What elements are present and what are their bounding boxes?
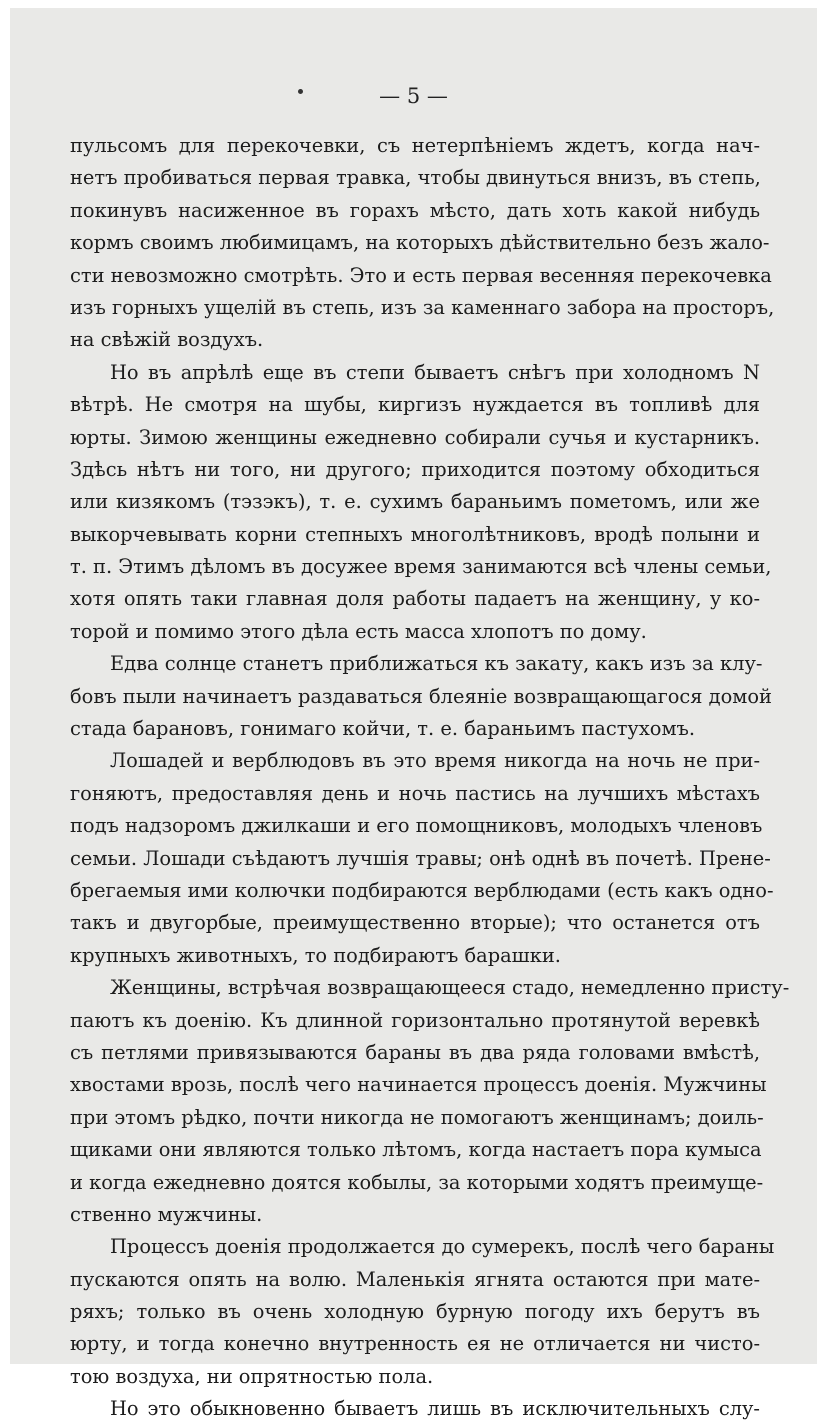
- body-text: [70, 130, 790, 1426]
- text-line: Лошадей и верблюдовъ въ это время никогда на ночь не при-: [110, 749, 760, 773]
- text-line: юрты. Зимою женщины ежедневно собирали сучья и кустарникъ.: [70, 425, 760, 449]
- text-line: Едва солнце станетъ приближаться къ закату, какъ изъ за клу-: [110, 652, 763, 676]
- text-line: съ петлями привязываются бараны въ два ряда головами вмѣстѣ,: [70, 1040, 760, 1064]
- text-line: или кизякомъ (тэзэкъ), т. е. сухимъ бараньимъ пометомъ, или же: [70, 490, 760, 514]
- text-line: Здѣсь нѣтъ ни того, ни другого; приходится поэтому обходиться: [70, 457, 760, 481]
- text-line: ственно мужчины.: [70, 1202, 263, 1226]
- text-line: стада барановъ, гонимаго койчи, т. е. бараньимъ пастухомъ.: [70, 717, 696, 741]
- text-line: Женщины, встрѣчая возвращающееся стадо, немедленно присту-: [110, 976, 790, 1000]
- text-line: и когда ежедневно доятся кобылы, за которыми ходятъ преимуще-: [70, 1170, 764, 1194]
- text-line: бовъ пыли начинаетъ раздаваться блеяніе возвращающагося домой: [70, 684, 772, 708]
- text-line: Но это обыкновенно бываетъ лишь въ исключительныхъ слу-: [110, 1397, 760, 1421]
- text-line: юрту, и тогда конечно внутренность ея не отличается ни чисто-: [70, 1332, 760, 1356]
- text-line: на свѣжій воздухъ.: [70, 328, 264, 352]
- text-line: хвостами врозь, послѣ чего начинается процессъ доенія. Мужчины: [70, 1073, 767, 1097]
- text-line: кормъ своимъ любимицамъ, на которыхъ дѣйствительно безъ жало-: [70, 231, 770, 255]
- text-line: такъ и двугорбые, преимущественно вторые); что останется отъ: [70, 911, 760, 935]
- text-line: сти невозможно смотрѣть. Это и есть первая весенняя перекочевка: [70, 263, 772, 287]
- text-line: паютъ къ доенію. Къ длинной горизонтально протянутой веревкѣ: [70, 1008, 760, 1032]
- text-line: пульсомъ для перекочевки, съ нетерпѣніемъ ждетъ, когда нач-: [70, 134, 760, 157]
- text-line: подъ надзоромъ джилкаши и его помощниковъ, молодыхъ членовъ: [70, 814, 763, 838]
- text-line: выкорчевывать корни степныхъ многолѣтниковъ, вродѣ полыни и: [70, 522, 760, 546]
- text-line: покинувъ насиженное въ горахъ мѣсто, дать хоть какой нибудь: [70, 198, 760, 222]
- text-line: пускаются опять на волю. Маленькія ягнята остаются при мате-: [70, 1267, 760, 1291]
- page-number: — 5 —: [379, 84, 448, 108]
- text-line: брегаемыя ими колючки подбираются верблюдами (есть какъ одно-: [70, 878, 774, 902]
- text-line: ряхъ; только въ очень холодную бурную погоду ихъ берутъ въ: [70, 1300, 760, 1324]
- book-page: [10, 8, 817, 1421]
- text-line: хотя опять таки главная доля работы падаетъ на женщину, у ко-: [70, 587, 760, 611]
- text-line: вѣтрѣ. Не смотря на шубы, киргизъ нуждается въ топливѣ для: [70, 393, 760, 417]
- text-line: нетъ пробиваться первая травка, чтобы двинуться внизъ, въ степь,: [70, 166, 761, 190]
- text-line: торой и помимо этого дѣла есть масса хлопотъ по дому.: [70, 619, 647, 643]
- text-line: тою воздуха, ни опрятностью пола.: [70, 1364, 434, 1388]
- text-line: гоняютъ, предоставляя день и ночь пастись на лучшихъ мѣстахъ: [70, 781, 760, 805]
- text-line: крупныхъ животныхъ, то подбираютъ барашки.: [70, 943, 561, 967]
- text-line: т. п. Этимъ дѣломъ въ досужее время занимаются всѣ члены семьи,: [70, 555, 772, 579]
- text-line: Процессъ доенія продолжается до сумерекъ, послѣ чего бараны: [110, 1235, 775, 1259]
- text-line: при этомъ рѣдко, почти никогда не помогаютъ женщинамъ; доиль-: [70, 1105, 764, 1129]
- text-line: щиками они являются только лѣтомъ, когда настаетъ пора кумыса: [70, 1138, 762, 1162]
- text-line: Но въ апрѣлѣ еще въ степи бываетъ снѣгъ при холодномъ N: [110, 360, 760, 384]
- text-line: изъ горныхъ ущелій въ степь, изъ за каменнаго забора на просторъ,: [70, 295, 775, 319]
- text-line: семьи. Лошади съѣдаютъ лучшія травы; онѣ однѣ въ почетѣ. Прене-: [70, 846, 771, 870]
